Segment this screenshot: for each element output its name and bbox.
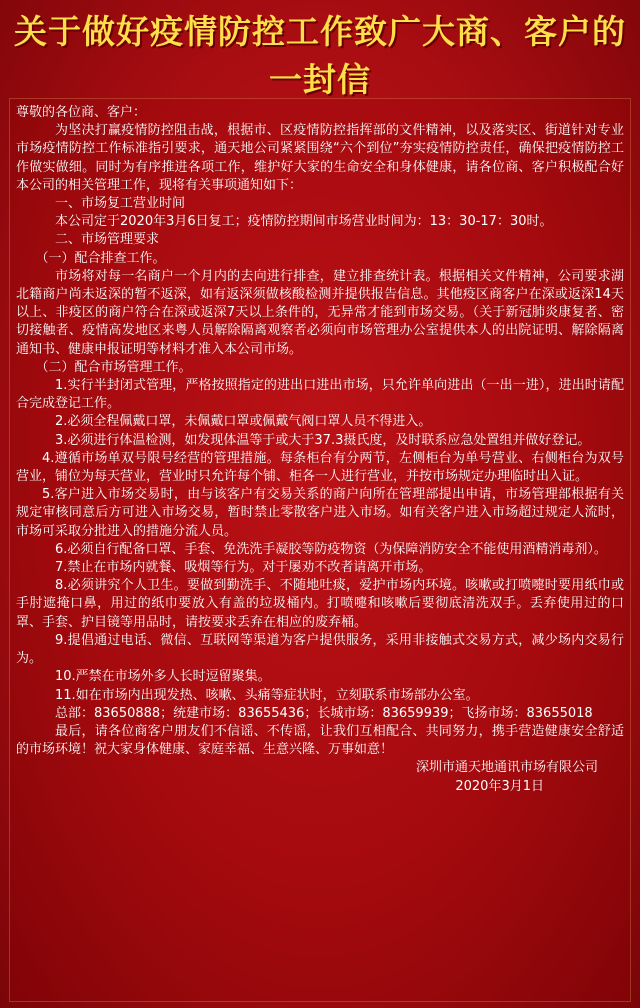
list-item: 6.必须自行配备口罩、手套、免洗洗手凝胶等防疫物资（为保障消防安全不能使用酒精消毒剂）。 [55, 541, 607, 557]
closing-paragraph: 最后，请各位商客户朋友们不信谣、不传谣，让我们互相配合、共同努力，携手营造健康安全舒适的市场环境！祝大家身体健康、家庭幸福、生意兴隆、万事如意！ [16, 723, 624, 758]
letter-date: 2020年3月1日 [455, 778, 544, 794]
list-item: 8.必须讲究个人卫生。要做到勤洗手、不随地吐痰，爱护市场内环境。咳嗽或打喷嚏时要用纸巾或手肘遮掩口鼻，用过的纸巾要放入有盖的垃圾桶内。打喷嚏和咳嗽后要彻底清洗双手。丢弃使用过的口罩、手套、护目镜等用品时，请按要求丢弃在相应的废弃桶。 [16, 578, 624, 630]
list-item: 5.客户进入市场交易时，由与该客户有交易关系的商户向所在管理部提出申请，市场管理部根据有关规定审核同意后方可进入市场交易，暂时禁止零散客户进入市场。如有关客户进入市场超过规定人流时，市场可采取分批进入的措施分流人员。 [16, 487, 624, 539]
letter-body [16, 104, 624, 796]
list-item: 4.遵循市场单双号限号经营的管理措施。每条柜台有分两节，左侧柜台为单号营业、右侧柜台为双号营业，铺位为每天营业，营业时只允许每个铺、柜各一人进行营业，并按市场规定办理临时出入证。 [16, 450, 624, 485]
page-title [0, 8, 640, 104]
title-line-2: 一封信 [269, 60, 371, 99]
list-item: 7.禁止在市场内就餐、吸烟等行为。对于屡劝不改者请离开市场。 [55, 560, 432, 576]
list-item: 1.实行半封闭式管理，严格按照指定的进出口进出市场，只允许单向进出（一出一进），进出时请配合完成登记工作。 [16, 378, 624, 412]
section-2-1-title: （一）配合排查工作。 [35, 250, 166, 266]
section-1-title: 一、市场复工营业时间 [55, 196, 186, 212]
section-2-1-text: 市场将对每一名商户一个月内的去向进行排查，建立排查统计表。根据相关文件精神，公司要求湖北籍商户尚未返深的暂不返深，如有返深须做核酸检测并提供报告信息。其他疫区商客户在深或返深14天以上、非疫区的商户符合在深或返深7天以上条件的，无异常才能到市场交易。（关于新冠肺炎康复者、密切接触者、疫情高发地区来粤人员解除隔离观察者必须向市场管理办公室提供本人的出院证明、解除隔离通知书、健康申报证明等材料才准入本公司市场。 [16, 268, 624, 357]
section-1-text: 本公司定于2020年3月6日复工；疫情防控期间市场营业时间为：13：30-17：30时。 [55, 214, 553, 230]
greeting: 尊敬的各位商、客户： [16, 105, 147, 120]
intro-paragraph: 为坚决打赢疫情防控阻击战，根据市、区疫情防控指挥部的文件精神，以及落实区、街道针对专业市场疫情防控工作标准指引要求，通天地公司紧紧围绕“六个到位”夯实疫情防控责任，确保把疫情防控工作做实做细。同时为有序推进各项工作，维护好大家的生命安全和身体健康，请各位商、客户积极配合好本公司的相关管理工作，现将有关事项通知如下： [16, 123, 624, 193]
section-2-2-title: （二）配合市场管理工作。 [35, 359, 192, 375]
signature: 深圳市通天地通讯市场有限公司 [415, 760, 598, 776]
list-item: 9.提倡通过电话、微信、互联网等渠道为客户提供服务，采用非接触式交易方式，减少场内交易行为。 [16, 632, 624, 667]
title-line-1: 关于做好疫情防控工作致广大商、客户的 [14, 12, 626, 51]
contact-numbers: 总部：83650888；统建市场：83655436；长城市场：83659939；飞扬市场：83655018 [55, 705, 593, 721]
section-2-title: 二、市场管理要求 [55, 232, 160, 248]
list-item: 3.必须进行体温检测，如发现体温等于或大于37.3摄氏度，及时联系应急处置组并做好登记。 [55, 432, 591, 448]
list-item: 2.必须全程佩戴口罩，未佩戴口罩或佩戴气阀口罩人员不得进入。 [55, 414, 432, 430]
list-item: 10.严禁在市场外多人长时逗留聚集。 [55, 669, 271, 685]
list-item: 11.如在市场内出现发热、咳嗽、头痛等症状时，立刻联系市场部办公室。 [55, 687, 479, 703]
